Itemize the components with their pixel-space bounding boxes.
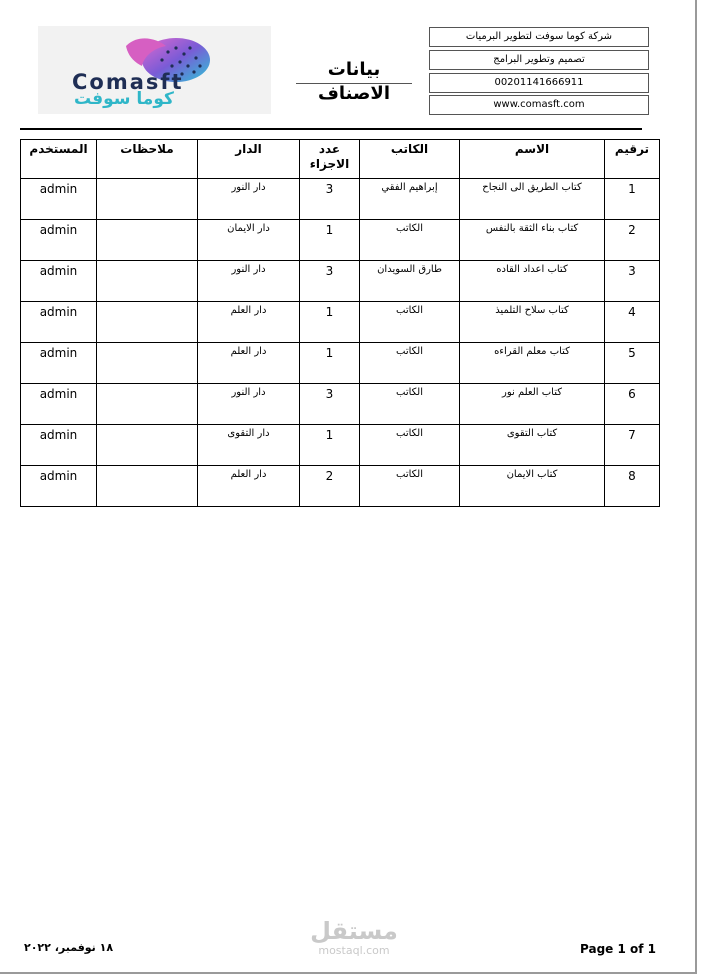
company-website: www.comasft.com [429,95,649,115]
header-divider [20,128,642,130]
cell-name: كتاب التقوى [460,425,605,466]
table-header-row [21,140,660,179]
cell-publisher: دار النور [198,261,300,302]
watermark-ar: مستقل [310,917,398,945]
cell-publisher: دار النور [198,384,300,425]
header-publisher: الدار [198,140,300,179]
cell-name: كتاب بناء الثقة بالنفس [460,220,605,261]
logo-text-en: Comasft [72,70,184,94]
cell-notes [97,302,198,343]
cell-index: 4 [605,302,660,343]
table-row [21,220,660,261]
logo-text-ar: كوما سوفت [74,89,174,109]
table-row [21,261,660,302]
cell-name: كتاب اعداد القاده [460,261,605,302]
table-row [21,425,660,466]
watermark-en: mostaql.com [318,944,390,957]
cell-author: الكاتب [360,425,460,466]
cell-notes [97,261,198,302]
cell-user: admin [21,302,97,343]
cell-publisher: دار الايمان [198,220,300,261]
company-tagline: تصميم وتطوير البرامج [429,50,649,70]
cell-user: admin [21,220,97,261]
header-user: المستخدم [21,140,97,179]
cell-name: كتاب العلم نور [460,384,605,425]
cell-index: 6 [605,384,660,425]
cell-index: 2 [605,220,660,261]
cell-user: admin [21,343,97,384]
cell-parts: 2 [300,466,360,507]
cell-name: كتاب الايمان [460,466,605,507]
cell-index: 7 [605,425,660,466]
cell-notes [97,220,198,261]
cell-publisher: دار العلم [198,343,300,384]
cell-parts: 3 [300,384,360,425]
company-logo [38,26,271,114]
cell-name: كتاب الطريق الى النجاح [460,179,605,220]
footer-page-number: Page 1 of 1 [580,942,656,956]
table-row [21,302,660,343]
cell-parts: 1 [300,302,360,343]
cell-notes [97,425,198,466]
header-index: ترقيم [605,140,660,179]
table-row [21,384,660,425]
cell-notes [97,466,198,507]
cell-index: 3 [605,261,660,302]
cell-user: admin [21,425,97,466]
header-parts: عدد الاجزاء [300,140,360,179]
cell-user: admin [21,466,97,507]
table-row [21,466,660,507]
cell-name: كتاب سلاح التلميذ [460,302,605,343]
cell-publisher: دار النور [198,179,300,220]
cell-author: الكاتب [360,384,460,425]
company-name: شركة كوما سوفت لتطوير البرميات [429,27,649,47]
cell-parts: 1 [300,220,360,261]
header-notes: ملاحظات [97,140,198,179]
cell-parts: 1 [300,343,360,384]
cell-author: الكاتب [360,466,460,507]
cell-user: admin [21,179,97,220]
header-author: الكاتب [360,140,460,179]
table-row [21,179,660,220]
cell-parts: 3 [300,179,360,220]
footer-date: ١٨ نوفمبر، ٢٠٢٢ [24,941,114,954]
cell-index: 1 [605,179,660,220]
cell-publisher: دار التقوى [198,425,300,466]
cell-publisher: دار العلم [198,466,300,507]
cell-author: الكاتب [360,220,460,261]
cell-notes [97,343,198,384]
cell-parts: 1 [300,425,360,466]
header-name: الاسم [460,140,605,179]
cell-user: admin [21,384,97,425]
cell-notes [97,384,198,425]
cell-user: admin [21,261,97,302]
cell-author: الكاتب [360,302,460,343]
cell-index: 5 [605,343,660,384]
cell-author: الكاتب [360,343,460,384]
cell-parts: 3 [300,261,360,302]
table-row [21,343,660,384]
cell-author: طارق السويدان [360,261,460,302]
page-title: بيانات الاصناف [296,58,412,84]
company-phone: 00201141666911 [429,73,649,93]
cell-index: 8 [605,466,660,507]
watermark [309,918,399,962]
cell-notes [97,179,198,220]
cell-name: كتاب معلم القراءه [460,343,605,384]
items-table [20,139,660,507]
cell-publisher: دار العلم [198,302,300,343]
cell-author: إبراهيم الفقي [360,179,460,220]
